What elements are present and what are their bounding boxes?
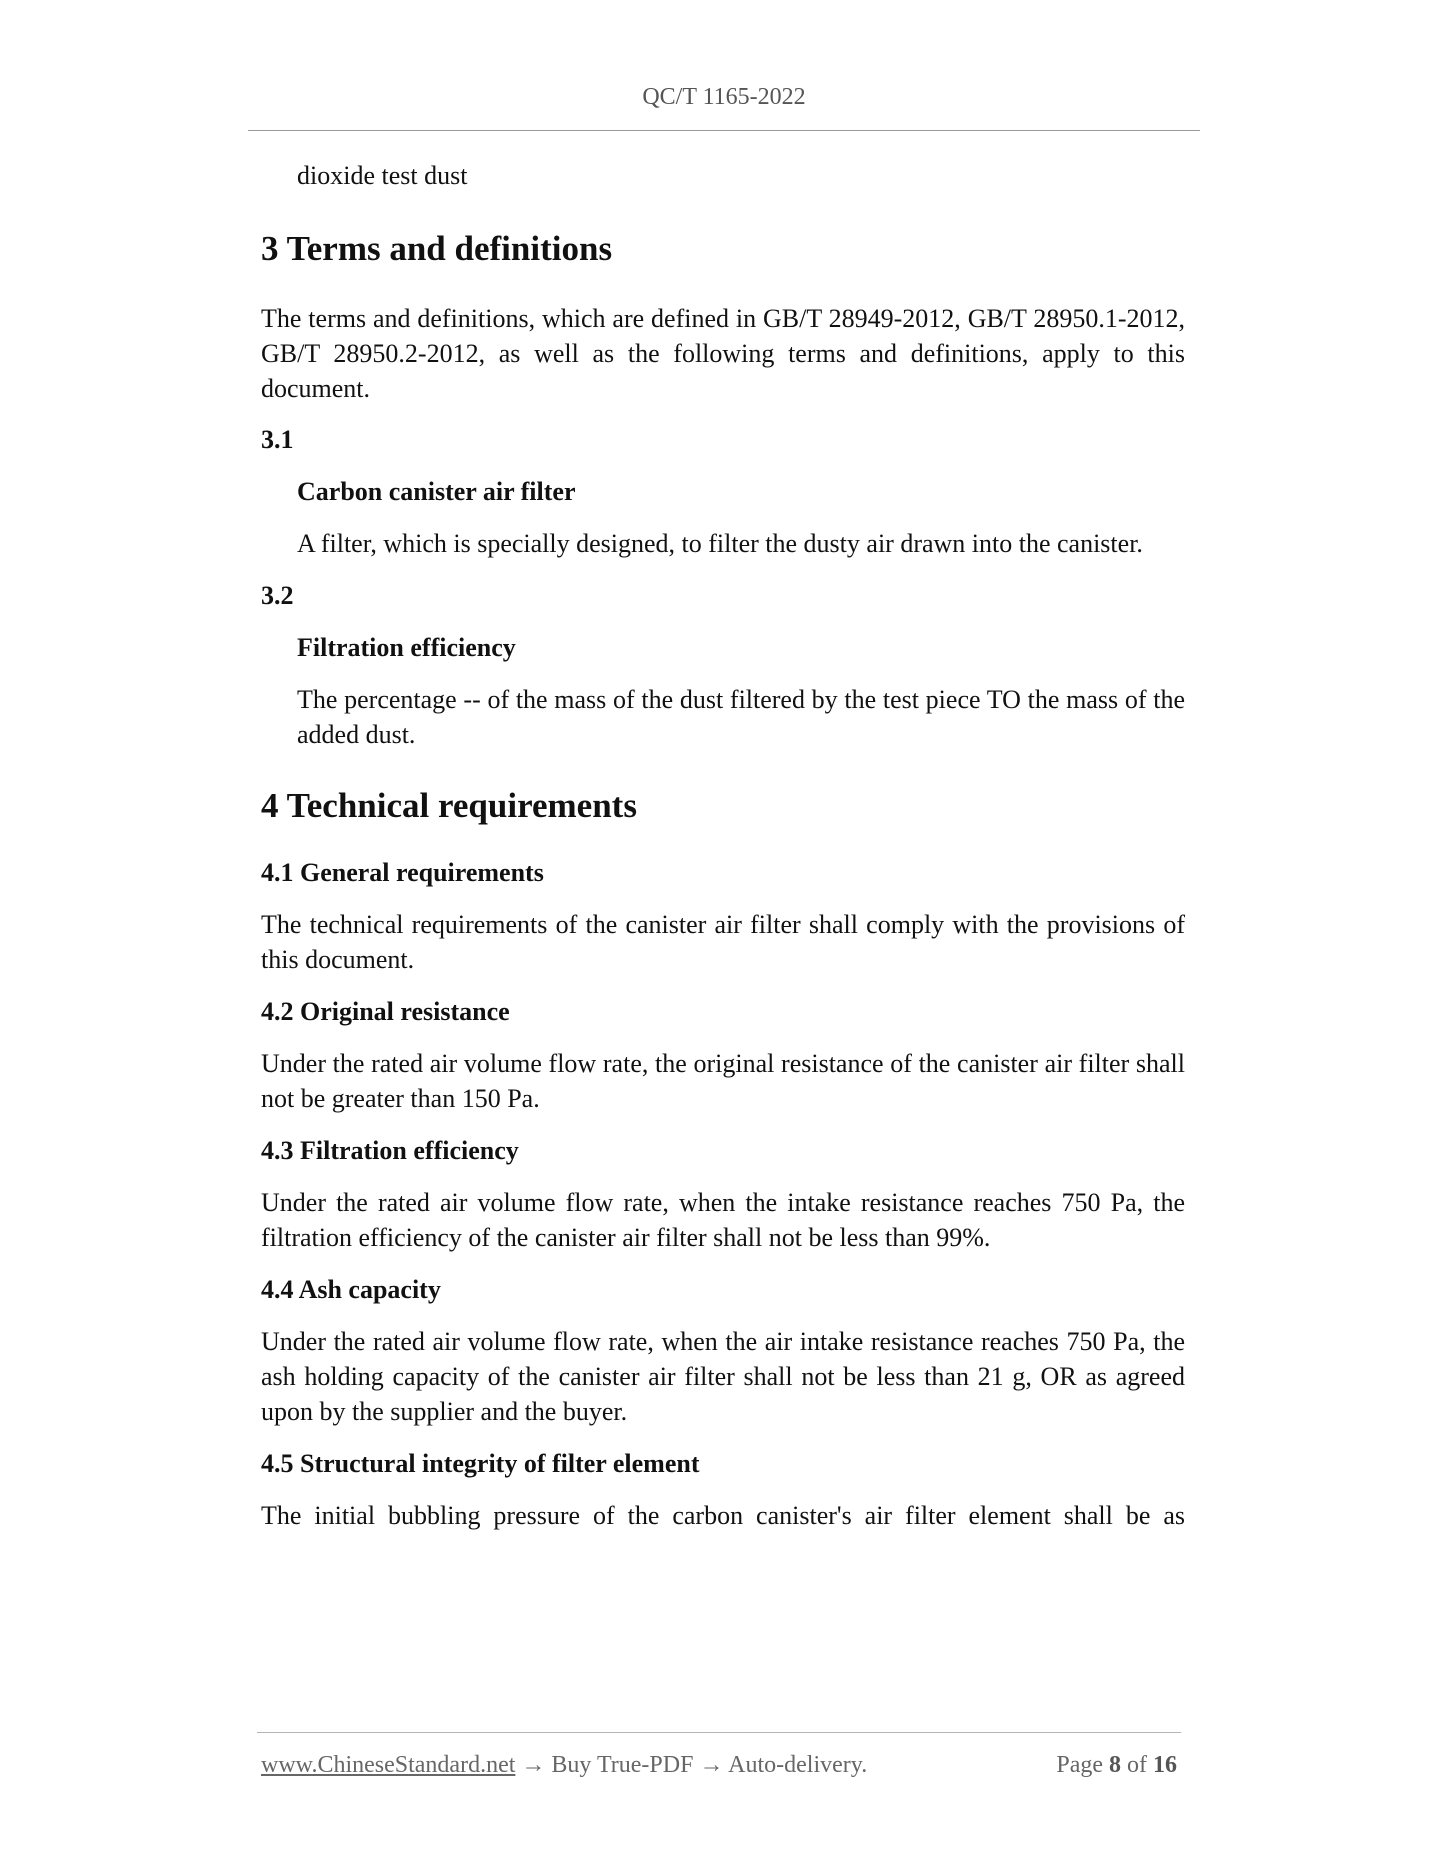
page-content: [261, 158, 1185, 1533]
page-header: [248, 84, 1200, 111]
subsection-4-2-title: 4.2 Original resistance: [261, 997, 510, 1026]
term-3-2-number: 3.2: [261, 581, 294, 610]
section-3-intro: The terms and definitions, which are defined in GB/T 28949-2012, GB/T 28950.1-2012, GB/T 28950.2-2012, as well as the following terms and definitions, apply to this document.: [261, 304, 1185, 403]
header-divider: [248, 130, 1200, 131]
term-3-2-definition: The percentage -- of the mass of the dust filtered by the test piece TO the mass of the added dust.: [297, 685, 1185, 749]
subsection-4-5-title: 4.5 Structural integrity of filter element: [261, 1449, 700, 1478]
term-3-1-title: Carbon canister air filter: [297, 477, 576, 506]
footer-promo: [261, 1750, 867, 1780]
continued-text: dioxide test dust: [297, 161, 468, 190]
website-link[interactable]: www.ChineseStandard.net: [261, 1752, 516, 1778]
term-3-1-definition: A filter, which is specially designed, to filter the dusty air drawn into the canister.: [297, 529, 1143, 558]
subsection-4-4-title: 4.4 Ash capacity: [261, 1275, 441, 1304]
section-3-heading: 3 Terms and definitions: [261, 229, 613, 268]
arrow-icon: →: [515, 1752, 552, 1778]
footer-divider: [257, 1732, 1181, 1733]
subsection-4-5-text: The initial bubbling pressure of the carbon canister's air filter element shall be as: [261, 1501, 1185, 1530]
term-3-2-title: Filtration efficiency: [297, 633, 516, 662]
page-number: [1056, 1750, 1177, 1780]
total-pages: 16: [1153, 1752, 1177, 1778]
term-3-1-number: 3.1: [261, 425, 294, 454]
current-page: 8: [1109, 1752, 1121, 1778]
document-id: QC/T 1165-2022: [642, 84, 806, 110]
buy-pdf-text: Buy True-PDF: [551, 1752, 694, 1778]
page-label: Page: [1056, 1752, 1103, 1778]
section-4-heading: 4 Technical requirements: [261, 786, 637, 825]
of-label: of: [1127, 1752, 1147, 1778]
subsection-4-3-text: Under the rated air volume flow rate, when the intake resistance reaches 750 Pa, the filtration efficiency of the canister air filter shall not be less than 99%.: [261, 1188, 1185, 1252]
auto-delivery-text: Auto-delivery.: [728, 1752, 868, 1778]
subsection-4-1-text: The technical requirements of the canister air filter shall comply with the provisions of this document.: [261, 910, 1185, 974]
subsection-4-4-text: Under the rated air volume flow rate, when the air intake resistance reaches 750 Pa, the ash holding capacity of the canister air filter shall not be less than 21 g, OR as agreed upon by the supplier and the buyer.: [261, 1327, 1185, 1426]
subsection-4-3-title: 4.3 Filtration efficiency: [261, 1136, 519, 1165]
subsection-4-2-text: Under the rated air volume flow rate, the original resistance of the canister air filter shall not be greater than 150 Pa.: [261, 1049, 1185, 1113]
subsection-4-1-title: 4.1 General requirements: [261, 858, 544, 887]
arrow-icon: →: [693, 1752, 729, 1778]
